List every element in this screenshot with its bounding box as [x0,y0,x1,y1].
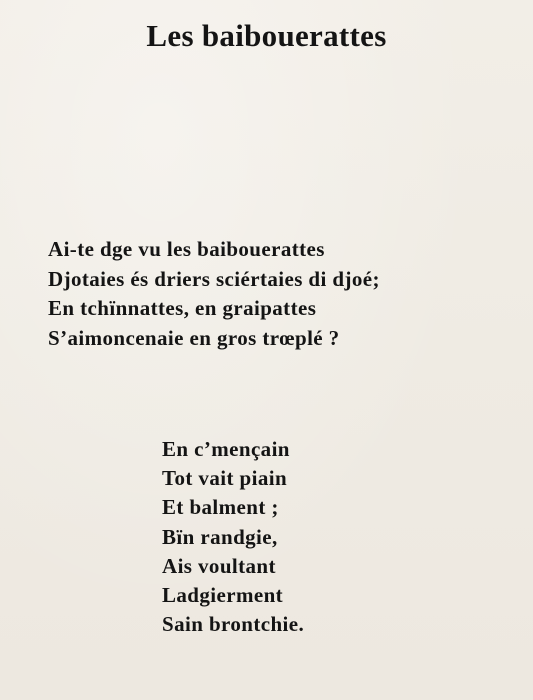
poem-line: En c’mençain [162,437,290,461]
poem-line: Sain brontchie. [162,612,305,637]
stanza-2 [162,435,304,639]
poem-line: En tchïnnattes, en graipattes [48,296,317,320]
poem-line: Tot vait piain [162,466,288,491]
poem-line: Bïn randgie, [162,524,278,549]
stanza-1 [48,235,380,353]
poem-line: Ais voultant [162,553,276,578]
poem-line: Ai-te dge vu les baibouerattes [48,237,325,261]
poem-title: Les baibouerattes [146,18,387,53]
poem-line: Djotaies és driers sciértaies di djoé; [48,266,380,291]
poem-line: S’aimoncenaie en gros trœplé ? [48,325,340,350]
poem-line: Ladgierment [162,583,284,608]
poem-line: Et balment ; [162,495,279,520]
